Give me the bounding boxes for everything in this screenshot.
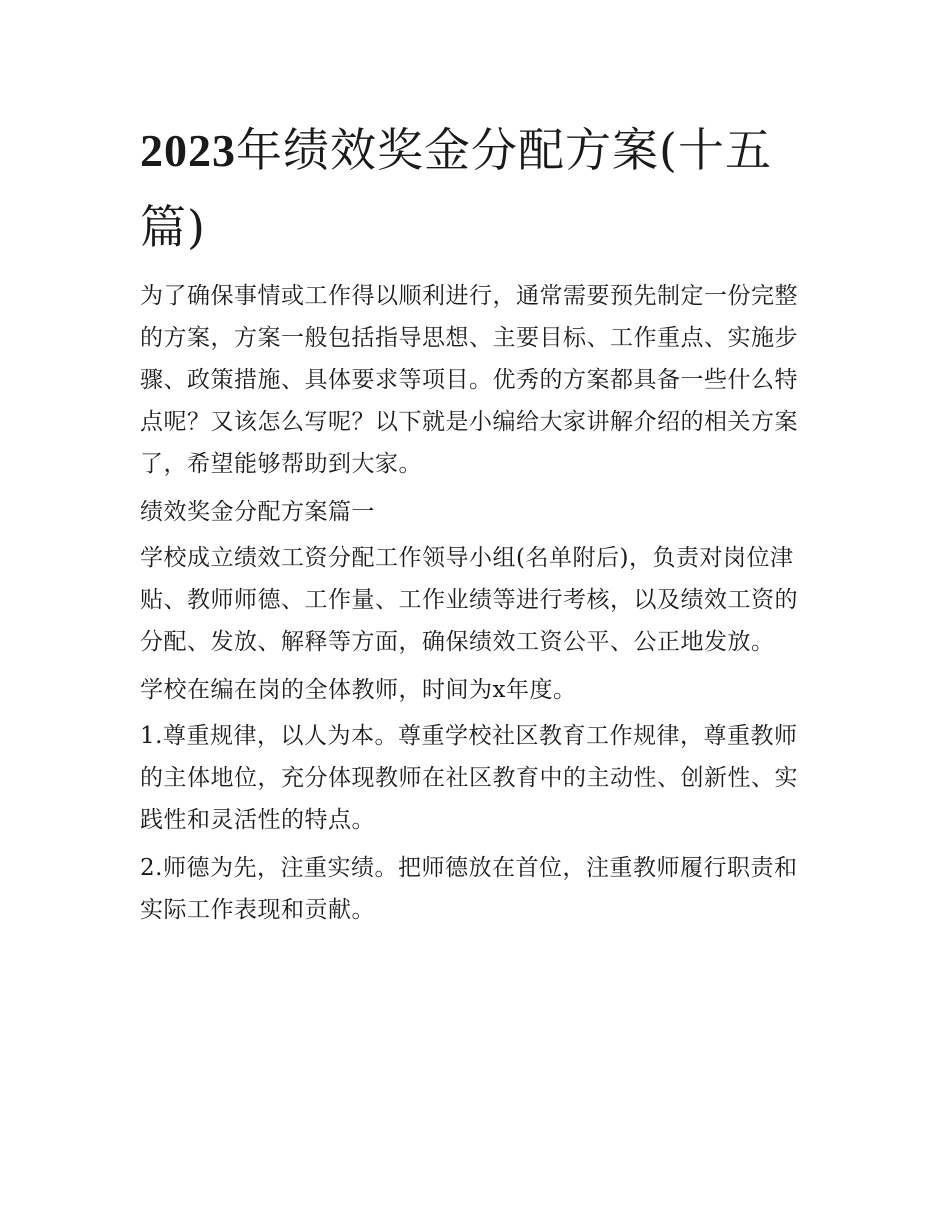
paragraph-principle-1: 1.尊重规律，以人为本。尊重学校社区教育工作规律，尊重教师的主体地位，充分体现教师在社区教育中的主动性、创新性、实践性和灵活性的特点。: [140, 723, 798, 833]
intro-paragraph: 为了确保事情或工作得以顺利进行，通常需要预先制定一份完整的方案，方案一般包括指导思想、主要目标、工作重点、实施步骤、政策措施、具体要求等项目。优秀的方案都具备一些什么特点呢？又该怎么写呢？以下就是小编给大家讲解介绍的相关方案了，希望能够帮助到大家。: [140, 283, 798, 477]
title-year: 2023: [140, 125, 236, 176]
document-title: [140, 112, 816, 265]
document-page: [140, 112, 816, 937]
paragraph-leadership: 学校成立绩效工资分配工作领导小组(名单附后)，负责对岗位津贴、教师师德、工作量、工作业绩等进行考核，以及绩效工资的分配、发放、解释等方面，确保绩效工资公平、公正地发放。: [140, 545, 798, 655]
paragraph-scope: 学校在编在岗的全体教师，时间为x年度。: [140, 677, 577, 703]
title-text: 年绩效奖金分配方案(十五篇): [140, 123, 772, 254]
section-heading: 绩效奖金分配方案篇一: [140, 499, 375, 525]
paragraph-principle-2: 2.师德为先，注重实绩。把师德放在首位，注重教师履行职责和实际工作表现和贡献。: [140, 855, 798, 923]
